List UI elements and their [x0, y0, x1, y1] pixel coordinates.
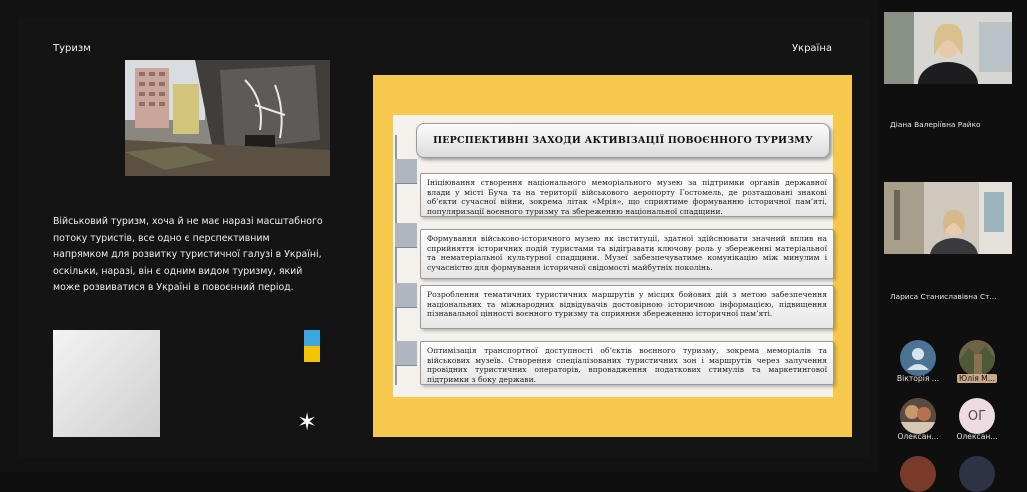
war-ruins-photo [125, 60, 330, 176]
avatar-initials[interactable] [959, 398, 995, 434]
participant-video-tile-1[interactable] [884, 12, 1012, 84]
measure-item-4: Оптимізація транспортної доступності об’єктів воєнного туризму, зокрема меморіалів та військових музеїв. Створення спеціалізованих туристичних зон і маршрутів через залучення провідних туристичних операторів, впровадження податкових стимулів та маркетингової підтримки з боку держави. [420, 341, 834, 385]
presentation-slide [18, 18, 870, 458]
diagram-title: ПЕРСПЕКТИВНІ ЗАХОДИ АКТИВІЗАЦІЇ ПОВОЄННОГО ТУРИЗМУ [416, 123, 830, 158]
flag-yellow-stripe [304, 346, 320, 362]
photo-avatar-icon[interactable] [900, 398, 936, 434]
measure-item-3: Розроблення тематичних туристичних маршрутів у місцях бойових дій з метою забезпечення національних та міжнародних відвідувачів достовірною історичною інформацією, підвищення пізнавальної цінності воєнного туризму та сприяння збереженню історичної пам’яті. [420, 285, 834, 329]
avatar-initials-text: ОГ [967, 408, 987, 424]
connector-3 [395, 283, 417, 308]
measure-item-1: Ініціювання створення національного меморіального музею за підтримки органів державної влади у місті Буча та на території військового аеропорту Гостомель, де розташовані знакові об’єкти сучасної війни, зокрема літак «Мрія», що сприятиме формуванню історичної пам’яті, популяризації воєнного туризму та збереженню національної спадщини. [420, 173, 834, 217]
photo-avatar-icon[interactable] [959, 456, 995, 492]
participants-sidebar [878, 0, 1027, 472]
grey-placeholder-card [53, 330, 160, 437]
avatar-name-2: Юлія М... [959, 374, 995, 383]
flag-blue-stripe [304, 330, 320, 346]
measures-diagram [393, 115, 833, 397]
slide-top-right-label: Україна [791, 43, 832, 54]
measure-item-2: Формування військово-історичного музею як інституції, здатної здійснювати значний вплив на сприйняття історичних подій туристами та відігравати ключову роль у збереженні матеріальної та нематеріальної культурної спадщини. Музеї забезпечуватиме комунікацію між минулим і сучасністю для формування історичної свідомості майбутніх поколінь. [420, 229, 834, 279]
connector-1 [395, 159, 417, 184]
avatar-name-4: Олексан... [956, 432, 998, 441]
participant-video-tile-2[interactable] [884, 182, 1012, 254]
sparkle-star-icon: ✶ [296, 408, 318, 436]
avatar-name-1: Вікторія ... [896, 374, 940, 383]
participant-name-2: Лариса Станиславівна Ст... [890, 292, 997, 301]
diagram-panel [373, 75, 852, 437]
slide-top-left-label: Туризм [53, 43, 91, 54]
lead-paragraph: Військовий туризм, хоча й не має наразі масштабного потоку туристів, все одно є перспективним напрямком для розвитку туристичної галузі в Україні, оскільки, наразі, він є одним видом туризму, який може розвиватися в Україні в повоєнний період. [53, 216, 323, 293]
connector-4 [395, 341, 417, 366]
connector-2 [395, 223, 417, 248]
user-silhouette-icon[interactable] [900, 340, 936, 376]
photo-avatar-icon[interactable] [900, 456, 936, 492]
avatar-name-3: Олексан... [897, 432, 939, 441]
participant-name-1: Діана Валеріївна Райко [890, 120, 981, 129]
photo-avatar-icon[interactable] [959, 340, 995, 376]
ukraine-flag-icon [304, 330, 320, 362]
